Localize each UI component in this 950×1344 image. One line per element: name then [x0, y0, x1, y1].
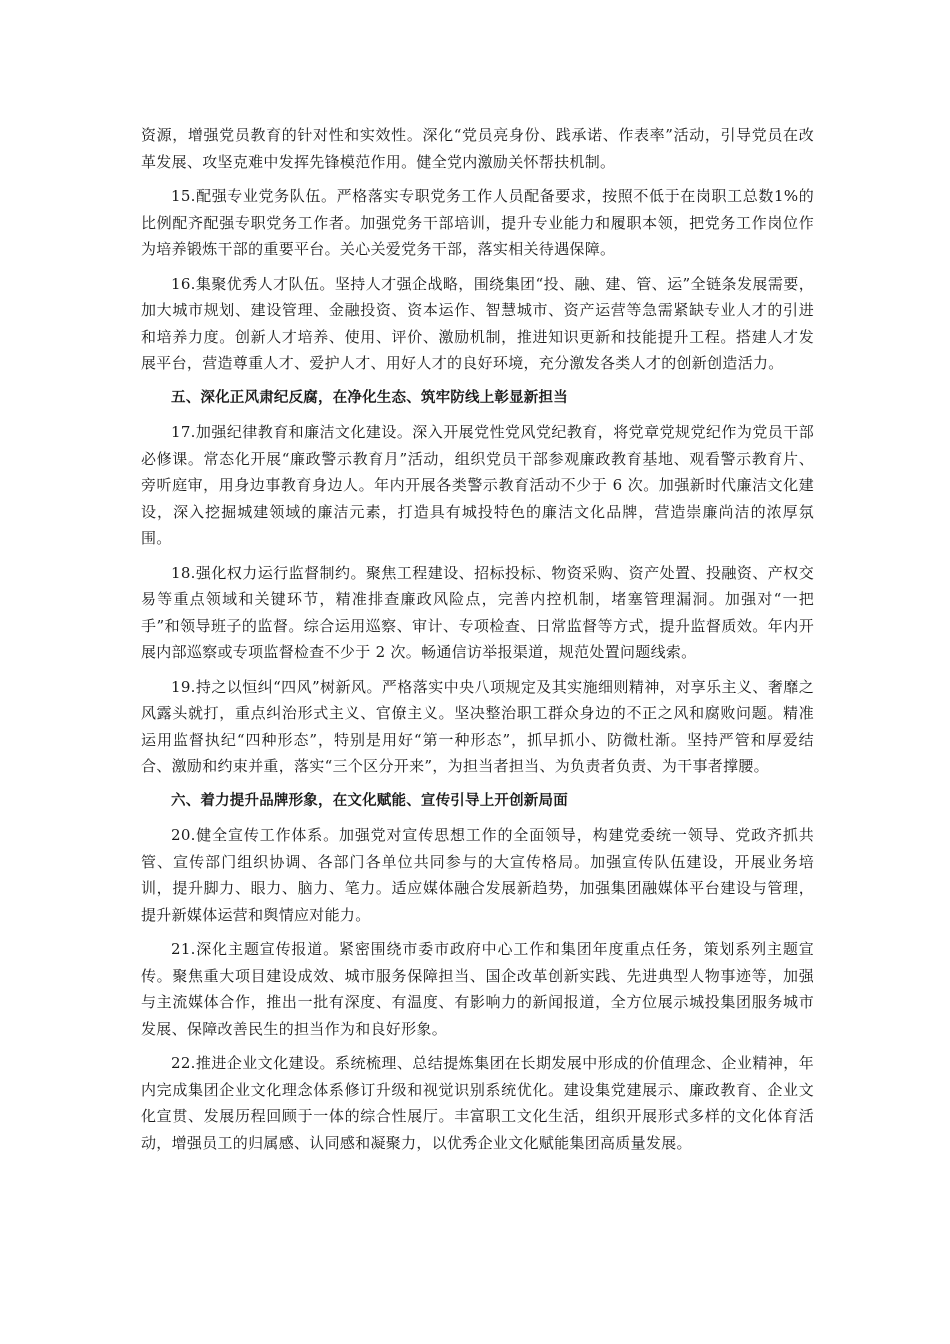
paragraph-continuation: 资源，增强党员教育的针对性和实效性。深化“党员亮身份、践承诺、作表率”活动，引导党员在改革发展、攻坚克难中发挥先锋模范作用。健全党内激励关怀帮扶机制。: [141, 126, 814, 171]
paragraph-item-22: 22.推进企业文化建设。系统梳理、总结提炼集团在长期发展中形成的价值理念、企业精神，年内完成集团企业文化理念体系修订升级和视觉识别系统优化。建设集党建展示、廉政教育、企业文化宣贯、发展历程回顾于一体的综合性展厅。丰富职工文化生活，组织开展形式多样的文化体育活动，增强员工的归属感、认同感和凝聚力，以优秀企业文化赋能集团高质量发展。: [141, 1054, 814, 1152]
paragraph-item-20: 20.健全宣传工作体系。加强党对宣传思想工作的全面领导，构建党委统一领导、党政齐抓共管、宣传部门组织协调、各部门各单位共同参与的大宣传格局。加强宣传队伍建设，开展业务培训，提升脚力、眼力、脑力、笔力。适应媒体融合发展新趋势，加强集团融媒体平台建设与管理，提升新媒体运营和舆情应对能力。: [141, 826, 814, 924]
paragraph-item-18: 18.强化权力运行监督制约。聚焦工程建设、招标投标、物资采购、资产处置、投融资、产权交易等重点领域和关键环节，精准排查廉政风险点，完善内控机制，堵塞管理漏洞。加强对“一把手”和领导班子的监督。综合运用巡察、审计、专项检查、日常监督等方式，提升监督质效。年内开展内部巡察或专项监督检查不少于 2 次。畅通信访举报渠道，规范处置问题线索。: [141, 563, 814, 661]
paragraph-item-19: 19.持之以恒纠“四风”树新风。严格落实中央八项规定及其实施细则精神，对享乐主义、奢靡之风露头就打，重点纠治形式主义、官僚主义。坚决整治职工群众身边的不正之风和腐败问题。精准运用监督执纪“四种形态”，特别是用好“第一种形态”，抓早抓小、防微杜渐。坚持严管和厚爱结合、激励和约束并重，落实“三个区分开来”，为担当者担当、为负责者负责、为干事者撑腰。: [141, 677, 814, 775]
paragraph-item-17: 17.加强纪律教育和廉洁文化建设。深入开展党性党风党纪教育，将党章党规党纪作为党员干部必修课。常态化开展“廉政警示教育月”活动，组织党员干部参观廉政教育基地、观看警示教育片、旁听庭审，用身边事教育身边人。年内开展各类警示教育活动不少于 6 次。加强新时代廉洁文化建设，深入挖掘城建领域的廉洁元素，打造具有城投特色的廉洁文化品牌，营造崇廉尚洁的浓厚氛围。: [141, 423, 814, 547]
paragraph-item-16: 16.集聚优秀人才队伍。坚持人才强企战略，围绕集团“投、融、建、管、运”全链条发展需要，加大城市规划、建设管理、金融投资、资本运作、智慧城市、资产运营等急需紧缺专业人才的引进和培养力度。创新人才培养、使用、评价、激励机制，推进知识更新和技能提升工程。搭建人才发展平台，营造尊重人才、爱护人才、用好人才的良好环境，充分激发各类人才的创新创造活力。: [141, 274, 814, 372]
document-body: [141, 122, 814, 1164]
paragraph-item-21: 21.深化主题宣传报道。紧密围绕市委市政府中心工作和集团年度重点任务，策划系列主题宣传。聚焦重大项目建设成效、城市服务保障担当、国企改革创新实践、先进典型人物事迹等，加强与主流媒体合作，推出一批有深度、有温度、有影响力的新闻报道，全方位展示城投集团服务城市发展、保障改善民生的担当作为和良好形象。: [141, 940, 814, 1038]
section-heading-6: 六、着力提升品牌形象，在文化赋能、宣传引导上开创新局面: [171, 792, 568, 809]
section-heading-5: 五、深化正风肃纪反腐，在净化生态、筑牢防线上彰显新担当: [171, 389, 568, 406]
paragraph-item-15: 15.配强专业党务队伍。严格落实专职党务工作人员配备要求，按照不低于在岗职工总数1%的比例配齐配强专职党务工作者。加强党务干部培训，提升专业能力和履职本领，把党务工作岗位作为培养锻炼干部的重要平台。关心关爱党务干部，落实相关待遇保障。: [141, 187, 814, 258]
